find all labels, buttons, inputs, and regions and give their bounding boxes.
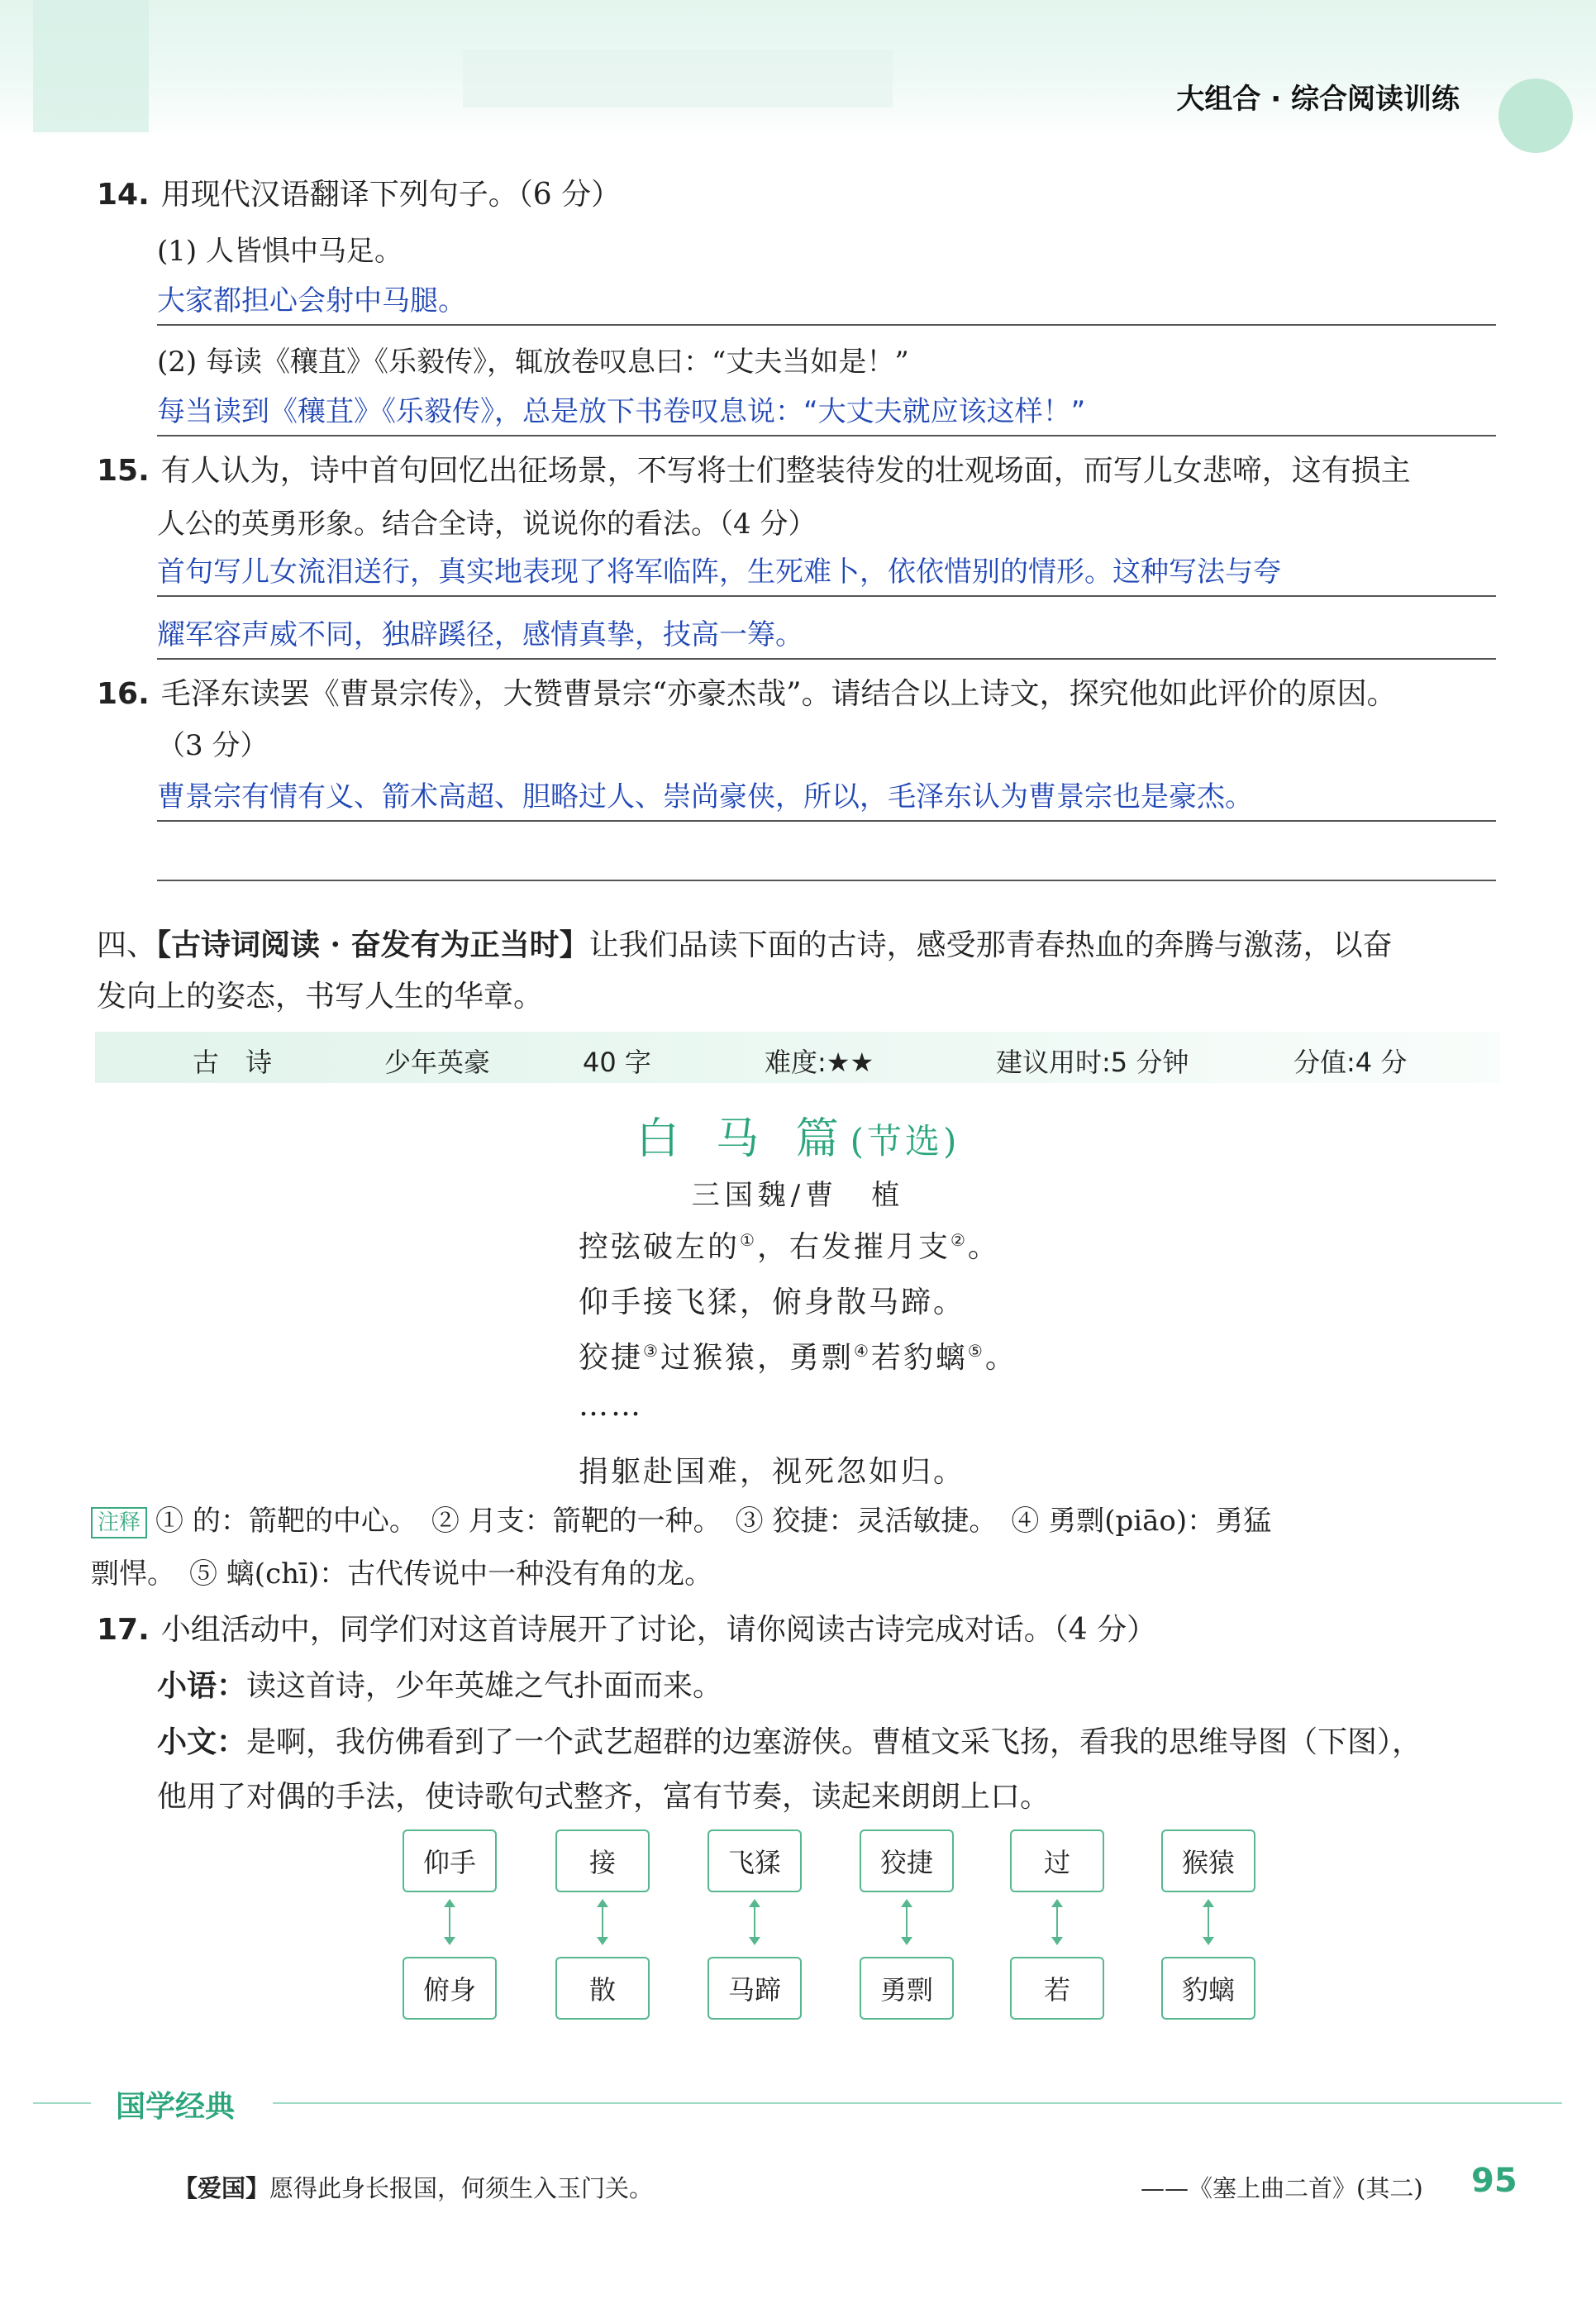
mindmap-bottom-box: 豹螭 xyxy=(1161,1957,1255,2020)
footer-rule xyxy=(33,2102,91,2104)
header-band xyxy=(0,0,1596,141)
header-title: 大组合 · 综合阅读训练 xyxy=(1176,83,1460,116)
dialogue-xiaowen-cont: 他用了对偶的手法，使诗歌句式整齐，富有节奏，读起来朗朗上口。 xyxy=(157,1780,1051,1814)
page-number: 95 xyxy=(1471,2162,1517,2200)
speaker-name: 小文： xyxy=(157,1725,247,1759)
speaker-name: 小语： xyxy=(157,1669,247,1703)
quote-text: 愿得此身长报国，何须生入玉门关。 xyxy=(269,2174,654,2202)
double-arrow-icon xyxy=(1208,1901,1209,1944)
question-15 xyxy=(97,453,1411,489)
poem-title xyxy=(0,1104,1596,1166)
question-prompt: 用现代汉语翻译下列句子。（6 分） xyxy=(160,178,622,212)
poem-text: 过猴猿，勇剽 xyxy=(660,1341,854,1375)
notes-line-2: 剽悍。 ⑤ 螭(chī)：古代传说中一种没有角的龙。 xyxy=(91,1557,713,1591)
poem-text: 狡捷 xyxy=(579,1341,644,1375)
mindmap-bottom-box: 勇剽 xyxy=(860,1957,954,2020)
question-number: 16. xyxy=(97,677,150,711)
info-genre: 古 诗 xyxy=(193,1047,273,1078)
footnote-mark: ④ xyxy=(853,1341,871,1361)
mindmap-bottom-box: 若 xyxy=(1010,1957,1104,2020)
double-arrow-icon xyxy=(602,1901,603,1944)
mindmap-top-box: 飞猱 xyxy=(707,1829,802,1892)
question-prompt: 有人认为，诗中首句回忆出征场景，不写将士们整装待发的壮观场面，而写儿女悲啼，这有损主 xyxy=(160,454,1411,488)
header-deco-block xyxy=(33,0,149,132)
poem-author: 三国魏/曹 植 xyxy=(691,1179,905,1212)
q15-answer-2[interactable]: 耀军容声威不同，独辟蹊径，感情真挚，技高一筹。 xyxy=(157,617,1496,660)
info-time: 建议用时:5 分钟 xyxy=(996,1047,1189,1078)
mindmap-top-box: 接 xyxy=(555,1829,650,1892)
footnote-mark: ① xyxy=(740,1230,757,1250)
poem-line-2: 仰手接飞猱，俯身散马蹄。 xyxy=(579,1286,966,1319)
question-prompt-cont: 人公的英勇形象。结合全诗，说说你的看法。（4 分） xyxy=(157,508,817,541)
double-arrow-icon xyxy=(449,1901,450,1944)
dialogue-text: 是啊，我仿佛看到了一个武艺超群的边塞游侠。曹植文采飞扬，看我的思维导图（下图）， xyxy=(246,1725,1422,1759)
notes-tag: 注释 xyxy=(91,1507,147,1538)
mindmap-top-box: 狡捷 xyxy=(860,1829,954,1892)
poem-text: 控弦破左的 xyxy=(579,1230,741,1264)
mindmap-bottom-box: 俯身 xyxy=(403,1957,497,2020)
poem-ellipsis: …… xyxy=(579,1389,643,1423)
q16-answer-1[interactable]: 曹景宗有情有义、箭术高超、胆略过人、崇尚豪侠，所以，毛泽东认为曹景宗也是豪杰。 xyxy=(157,779,1496,822)
answer-blank-line[interactable] xyxy=(157,878,1496,881)
q15-answer-1[interactable]: 首句写儿女流泪送行，真实地表现了将军临阵，生死难卜，依依惜别的情形。这种写法与夸 xyxy=(157,554,1496,597)
question-prompt: 毛泽东读罢《曹景宗传》，大赞曹景宗“亦豪杰哉”。请结合以上诗文，探究他如此评价的原因。 xyxy=(160,677,1397,711)
question-17 xyxy=(97,1612,1156,1648)
section-4-intro xyxy=(97,919,1502,1023)
footer-rule xyxy=(273,2102,1562,2104)
section-text: 让我们品读下面的古诗，感受那青春热血的奔腾与激荡，以奋 xyxy=(588,928,1393,962)
footer-quote xyxy=(174,2170,653,2204)
mindmap-top-box: 猴猿 xyxy=(1161,1829,1255,1892)
question-number: 14. xyxy=(97,178,150,212)
q14-answer-2[interactable]: 每当读到《穰苴》《乐毅传》，总是放下书卷叹息说：“大丈夫就应该这样！” xyxy=(157,394,1496,436)
poem-text: 若豹螭 xyxy=(870,1341,968,1375)
notes-line-1 xyxy=(91,1503,1271,1539)
info-words: 40 字 xyxy=(583,1047,651,1078)
question-number: 17. xyxy=(97,1613,150,1647)
q14-answer-1[interactable]: 大家都担心会射中马腿。 xyxy=(157,283,1496,326)
poem-line-1 xyxy=(579,1224,1000,1266)
mindmap-bottom-box: 散 xyxy=(555,1957,650,2020)
footnote-mark: ② xyxy=(950,1230,968,1250)
info-difficulty: 难度:★★ xyxy=(765,1047,874,1078)
dialogue-xiaowen xyxy=(157,1724,1422,1761)
quote-tag: 【爱国】 xyxy=(174,2174,270,2202)
dialogue-text: 读这首诗，少年英雄之气扑面而来。 xyxy=(246,1669,723,1703)
poem-text: ，右发摧月支 xyxy=(756,1230,950,1264)
question-prompt: 小组活动中，同学们对这首诗展开了讨论，请你阅读古诗完成对话。（4 分） xyxy=(160,1613,1157,1647)
double-arrow-icon xyxy=(754,1901,755,1944)
mindmap-top-box: 过 xyxy=(1010,1829,1104,1892)
mindmap-top-box: 仰手 xyxy=(403,1829,497,1892)
q14-sentence-2: (2) 每读《穰苴》《乐毅传》，辄放卷叹息曰：“丈夫当如是！” xyxy=(157,346,909,379)
double-arrow-icon xyxy=(1056,1901,1058,1944)
question-14 xyxy=(97,177,621,213)
poem-line-3 xyxy=(579,1334,1017,1376)
info-score: 分值:4 分 xyxy=(1293,1047,1408,1078)
notes-text: ① 的：箭靶的中心。 ② 月支：箭靶的一种。 ③ 狡捷：灵活敏捷。 ④ 勇剽(piāo)：勇猛 xyxy=(155,1505,1272,1538)
dialogue-xiaoyu xyxy=(157,1668,722,1705)
question-prompt-cont: （3 分） xyxy=(157,729,269,762)
info-theme: 少年英豪 xyxy=(384,1047,491,1078)
section-prefix: 四、 xyxy=(97,928,157,962)
question-number: 15. xyxy=(97,454,150,488)
section-text-cont: 发向上的姿态，书写人生的华章。 xyxy=(97,980,544,1014)
poem-title-note: (节选) xyxy=(850,1121,960,1162)
double-arrow-icon xyxy=(906,1901,908,1944)
header-deco-block xyxy=(463,50,893,107)
poem-text: 。 xyxy=(984,1341,1017,1375)
footer-label: 国学经典 xyxy=(116,2090,236,2124)
poem-title-text: 白 马 篇 xyxy=(636,1114,850,1164)
section-tag: 【古诗词阅读 · 奋发有为正当时】 xyxy=(156,928,589,962)
header-circle-icon xyxy=(1498,79,1573,153)
footnote-mark: ③ xyxy=(643,1341,660,1361)
footnote-mark: ⑤ xyxy=(967,1341,985,1361)
q14-sentence-1: (1) 人皆惧中马足。 xyxy=(157,235,403,268)
poem-text: 。 xyxy=(967,1230,1000,1264)
mindmap-bottom-box: 马蹄 xyxy=(707,1957,802,2020)
poem-line-5: 捐躯赴国难，视死忽如归。 xyxy=(579,1455,966,1489)
reading-info-bar xyxy=(95,1032,1500,1083)
quote-source: ——《塞上曲二首》(其二) xyxy=(1141,2174,1423,2202)
question-16 xyxy=(97,676,1397,713)
